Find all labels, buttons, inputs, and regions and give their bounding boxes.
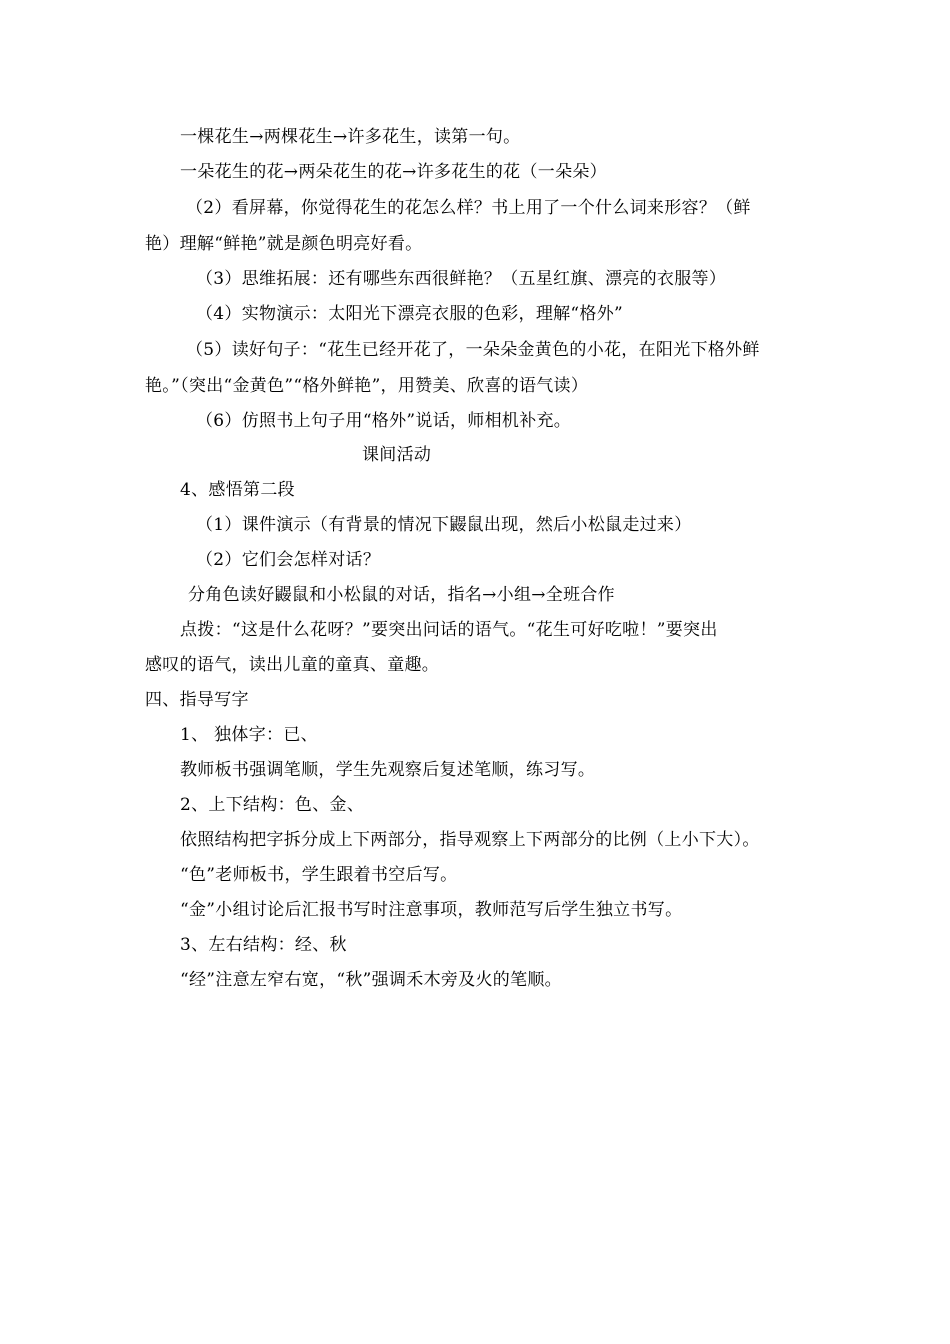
text-line: 分角色读好鼹鼠和小松鼠的对话，指名→小组→全班合作 (188, 585, 615, 605)
text-line: 2、上下结构：色、金、 (180, 795, 365, 815)
text-line: 一朵花生的花→两朵花生的花→许多花生的花（一朵朵） (180, 162, 607, 182)
text-line: 一棵花生→两棵花生→许多花生，读第一句。 (180, 127, 521, 147)
text-line: 点拨：“这是什么花呀？”要突出问话的语气。“花生可好吃啦！”要突出 (180, 620, 718, 640)
text-line: 依照结构把字拆分成上下两部分，指导观察上下两部分的比例（上小下大）。 (180, 830, 760, 850)
text-line: （1）课件演示（有背景的情况下鼹鼠出现，然后小松鼠走过来） (196, 515, 692, 535)
section-heading: 课间活动 (362, 445, 432, 465)
text-line: “色”老师板书，学生跟着书空后写。 (180, 865, 458, 885)
text-line: 4、感悟第二段 (180, 480, 295, 500)
text-line: “金”小组讨论后汇报书写时注意事项，教师范写后学生独立书写。 (180, 900, 683, 920)
text-line: 教师板书强调笔顺，学生先观察后复述笔顺，练习写。 (180, 760, 596, 780)
text-line: （6）仿照书上句子用“格外”说话，师相机补充。 (196, 411, 572, 431)
text-line: 感叹的语气，读出儿童的童真、童趣。 (145, 655, 440, 675)
text-line: 3、左右结构：经、秋 (180, 935, 347, 955)
text-line: 艳）理解“鲜艳”就是颜色明亮好看。 (145, 234, 423, 254)
text-line: （2）它们会怎样对话？ (196, 550, 381, 570)
text-line: （4）实物演示：太阳光下漂亮衣服的色彩，理解“格外” (196, 304, 623, 324)
text-line: （2）看屏幕，你觉得花生的花怎么样？书上用了一个什么词来形容？（鲜 (186, 198, 751, 218)
text-line: 1、 独体字：已、 (180, 725, 318, 745)
text-line: 艳。”（突出“金黄色”“格外鲜艳”，用赞美、欣喜的语气读） (145, 376, 589, 396)
text-line: （3）思维拓展：还有哪些东西很鲜艳？（五星红旗、漂亮的衣服等） (196, 269, 727, 289)
text-line: “经”注意左窄右宽，“秋”强调禾木旁及火的笔顺。 (180, 970, 562, 990)
text-line: （5）读好句子：“花生已经开花了，一朵朵金黄色的小花，在阳光下格外鲜 (186, 340, 760, 360)
section-heading: 四、指导写字 (145, 690, 249, 710)
